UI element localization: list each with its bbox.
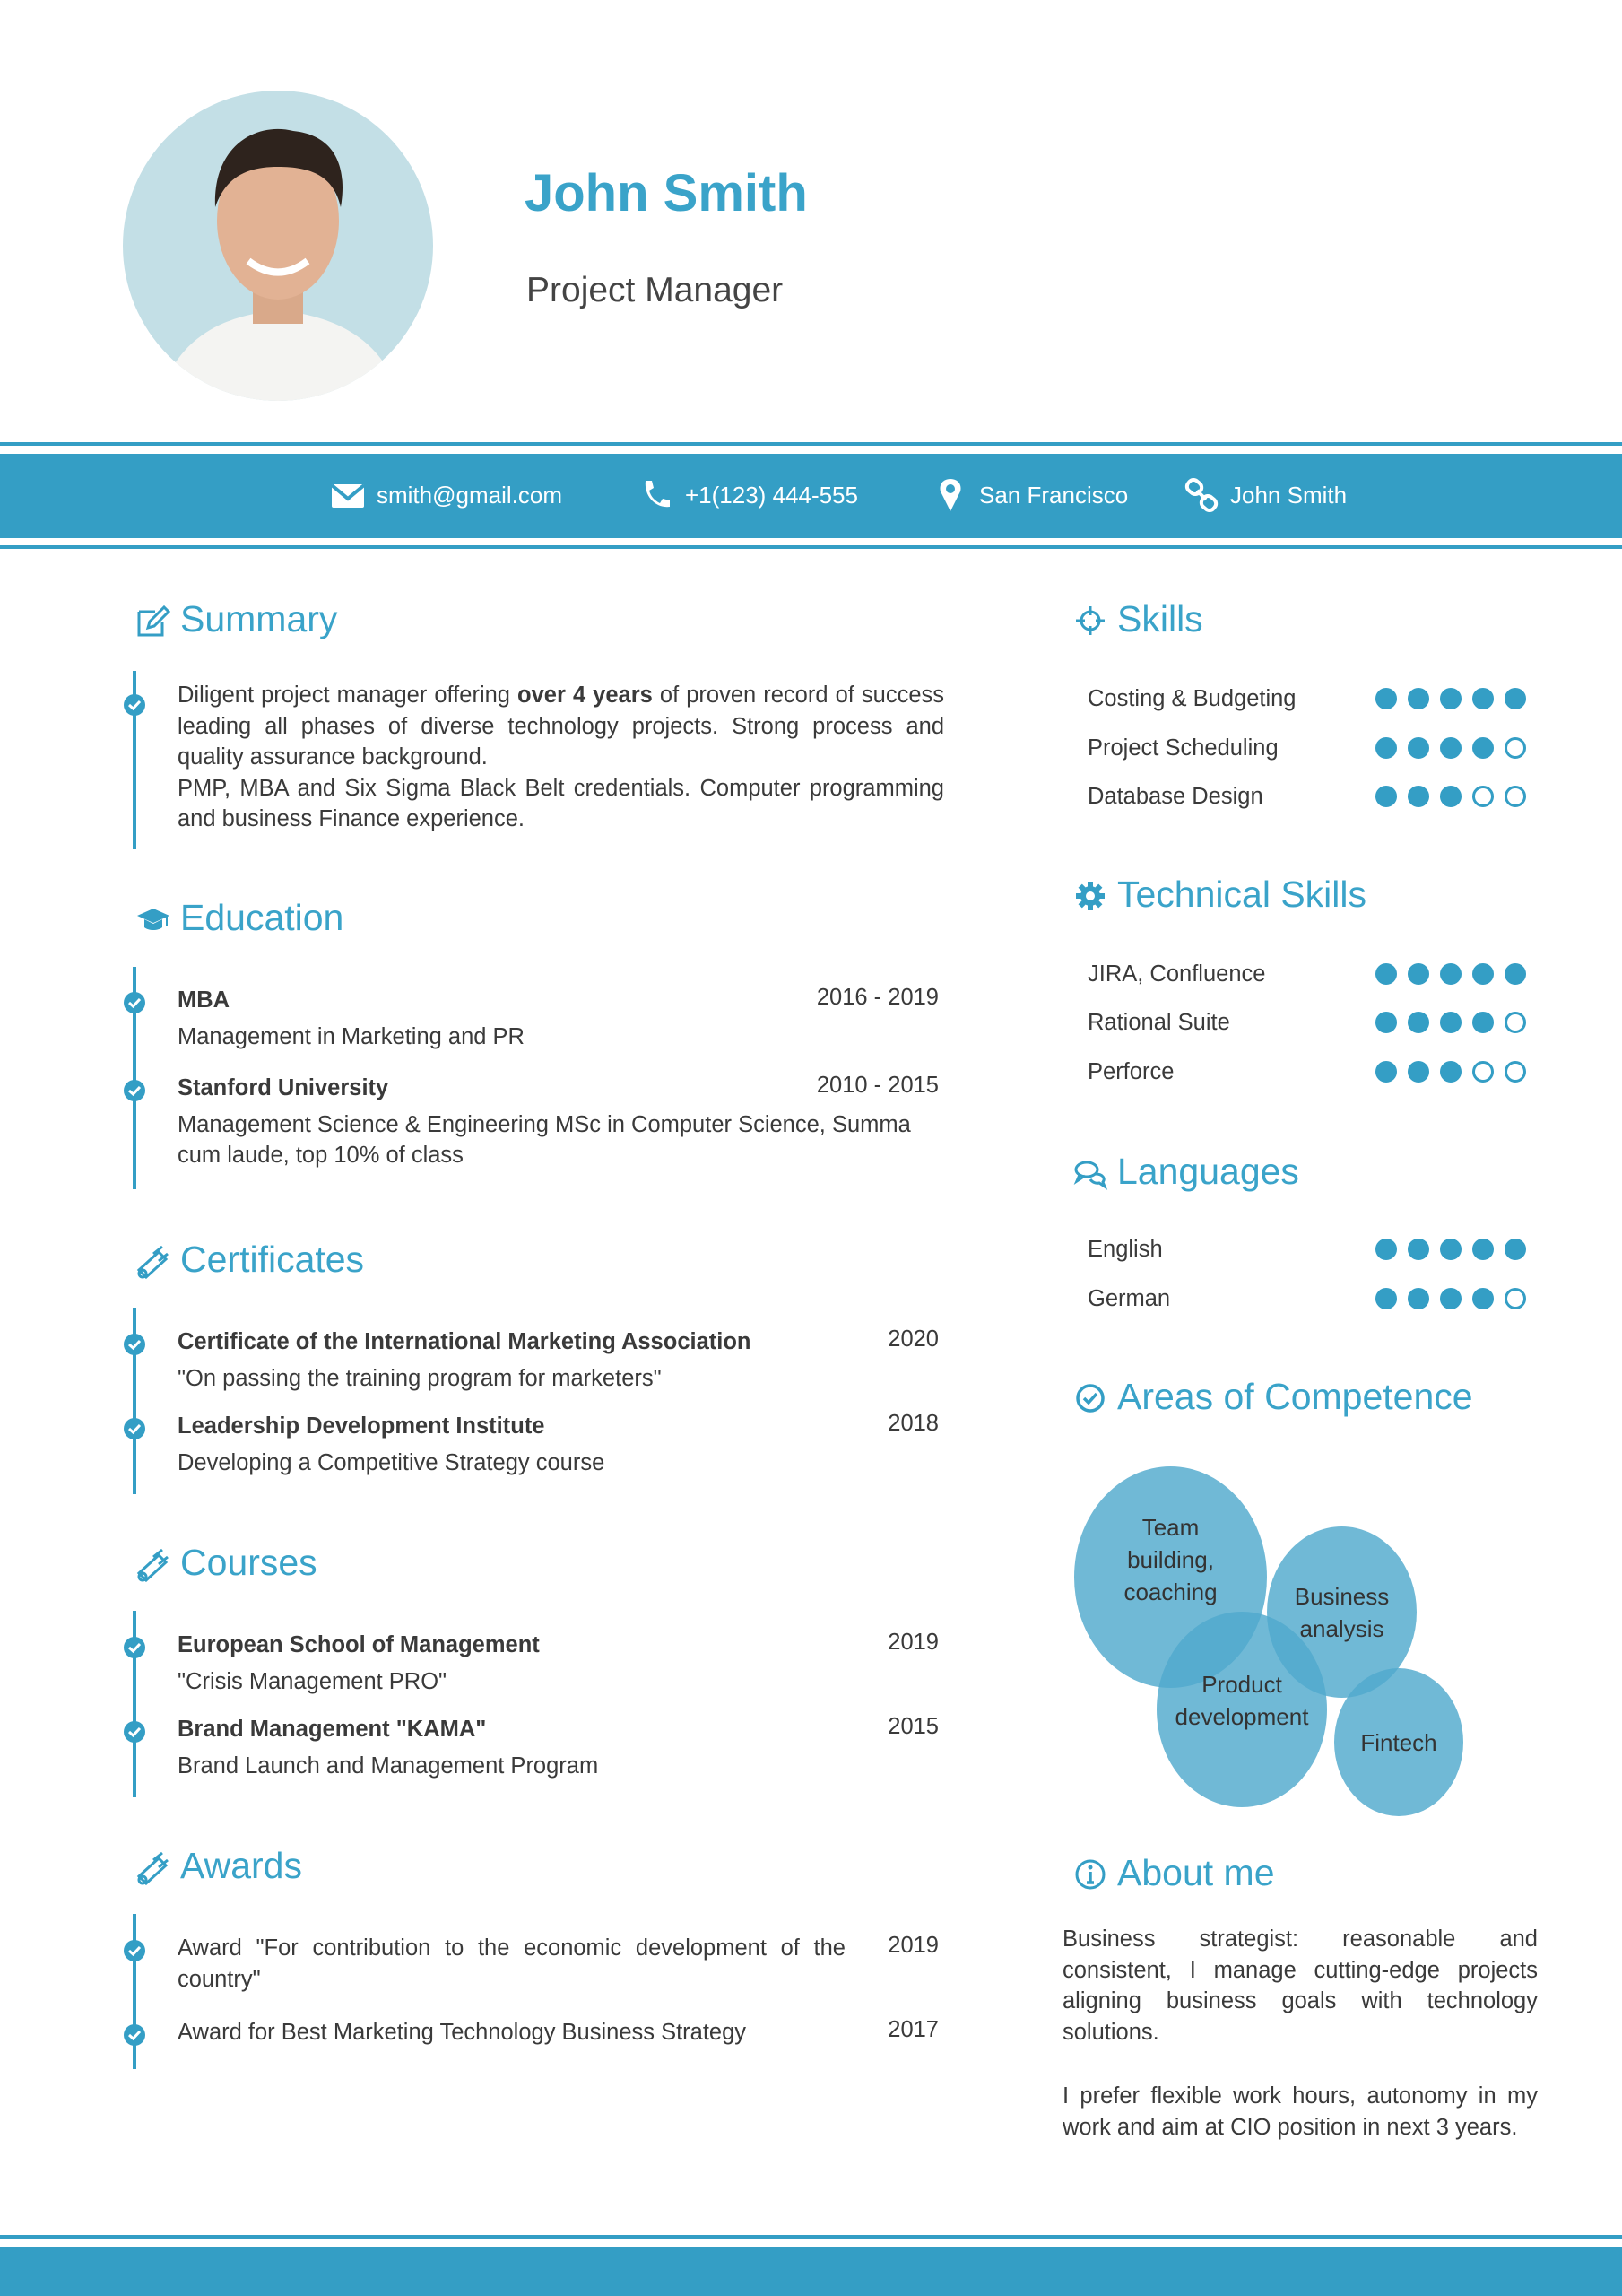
item-date: 2020	[888, 1326, 939, 1352]
item-detail: Brand Launch and Management Program	[178, 1753, 599, 1779]
section-heading: Courses	[180, 1542, 317, 1583]
rating-dot-filled	[1472, 1012, 1494, 1033]
skill-label: Perforce	[1088, 1059, 1175, 1084]
section-heading: Education	[180, 897, 344, 938]
envelope-icon	[330, 477, 366, 513]
summary-text-part: Diligent project manager offering	[178, 683, 518, 708]
check-icon	[124, 1080, 145, 1101]
rating-dot-filled	[1440, 786, 1462, 807]
skill-label: JIRA, Confluence	[1088, 961, 1266, 987]
item-detail: Developing a Competitive Strategy course	[178, 1450, 605, 1475]
section-heading: Summary	[180, 598, 338, 639]
phone-text: +1(123) 444-555	[685, 481, 858, 509]
skill-rating	[1375, 737, 1537, 759]
gear-icon	[1072, 878, 1108, 914]
skill-rating	[1375, 688, 1537, 709]
rating-dot-filled	[1440, 1288, 1462, 1309]
award-text: Award "For contribution to the economic development of the country"	[178, 1935, 846, 1992]
rating-dot-empty	[1472, 1061, 1494, 1083]
skill-rating	[1375, 1288, 1537, 1309]
item-detail: Management Science & Engineering MSc in Computer Science, Summa	[178, 1112, 911, 1137]
rating-dot-filled	[1440, 1239, 1462, 1260]
section-heading: Languages	[1117, 1151, 1299, 1192]
section-heading: Technical Skills	[1117, 874, 1366, 915]
item-detail: cum laude, top 10% of class	[178, 1143, 464, 1168]
about-text: Business strategist: reasonable and consistent, I manage cutting-edge projects aligning business goals with technology solutions.	[1063, 1926, 1538, 2045]
item-title: Leadership Development Institute	[178, 1413, 545, 1439]
map-pin-icon	[932, 477, 968, 513]
rating-dot-filled	[1408, 737, 1429, 759]
item-title: Certificate of the International Marketing Association	[178, 1329, 751, 1354]
rating-dot-filled	[1440, 963, 1462, 985]
section-heading: Certificates	[180, 1239, 365, 1280]
about-text: I prefer flexible work hours, autonomy in my work and aim at CIO position in next 3 years.	[1063, 2083, 1538, 2140]
rating-dot-filled	[1440, 1061, 1462, 1083]
skill-rating	[1375, 1012, 1537, 1033]
divider	[0, 545, 1622, 549]
competence-bubble	[1334, 1668, 1463, 1816]
check-icon	[124, 992, 145, 1013]
award-icon	[135, 1849, 171, 1885]
item-detail: Management in Marketing and PR	[178, 1024, 525, 1049]
rating-dot-filled	[1408, 1012, 1429, 1033]
award-date: 2019	[888, 1933, 939, 1958]
rating-dot-filled	[1375, 1239, 1397, 1260]
rating-dot-filled	[1408, 786, 1429, 807]
rating-dot-filled	[1408, 1288, 1429, 1309]
competence-label: Team building, coaching	[1123, 1513, 1218, 1605]
rating-dot-empty	[1505, 1288, 1526, 1309]
link-text: John Smith	[1230, 481, 1348, 509]
phone-icon	[638, 477, 674, 513]
section-heading: About me	[1117, 1852, 1275, 1893]
certificate-icon	[135, 1243, 171, 1279]
skill-label: Project Scheduling	[1088, 735, 1279, 761]
crosshair-icon	[1072, 603, 1108, 639]
rating-dot-filled	[1375, 963, 1397, 985]
competence-bubble	[1157, 1612, 1327, 1807]
rating-dot-filled	[1472, 1288, 1494, 1309]
check-icon	[124, 1637, 145, 1658]
skill-label: Costing & Budgeting	[1088, 686, 1297, 711]
rating-dot-empty	[1505, 786, 1526, 807]
section-heading: Areas of Competence	[1117, 1376, 1473, 1417]
rating-dot-filled	[1440, 688, 1462, 709]
item-date: 2016 - 2019	[816, 985, 939, 1010]
rating-dot-filled	[1408, 963, 1429, 985]
summary-text-part: PMP, MBA and Six Sigma Black Belt credentials. Computer programming and business Finance experience.	[178, 775, 944, 831]
award-date: 2017	[888, 2017, 939, 2042]
check-icon	[124, 1418, 145, 1439]
item-title: MBA	[178, 987, 230, 1013]
rating-dot-filled	[1375, 737, 1397, 759]
item-date: 2019	[888, 1630, 939, 1655]
rating-dot-filled	[1505, 1239, 1526, 1260]
chat-bubbles-icon	[1072, 1155, 1108, 1191]
email-text: smith@gmail.com	[377, 481, 562, 509]
link-icon	[1184, 477, 1219, 513]
divider	[0, 442, 1622, 446]
info-icon	[1072, 1857, 1108, 1892]
rating-dot-filled	[1472, 1239, 1494, 1260]
skill-label: Rational Suite	[1088, 1010, 1230, 1035]
summary-highlight: over 4 years	[517, 683, 653, 708]
candidate-title: Project Manager	[526, 271, 784, 309]
check-icon	[124, 1721, 145, 1743]
skill-rating	[1375, 1239, 1537, 1260]
rating-dot-filled	[1375, 1288, 1397, 1309]
rating-dot-filled	[1505, 963, 1526, 985]
competence-label: Fintech	[1360, 1728, 1437, 1756]
skill-label: Database Design	[1088, 784, 1263, 809]
competence-label: Business analysis	[1294, 1582, 1390, 1642]
rating-dot-empty	[1472, 786, 1494, 807]
item-detail: "Crisis Management PRO"	[178, 1669, 447, 1694]
graduation-cap-icon	[135, 901, 171, 937]
check-icon	[124, 1940, 145, 1961]
rating-dot-filled	[1472, 688, 1494, 709]
skill-rating	[1375, 963, 1537, 985]
rating-dot-filled	[1408, 688, 1429, 709]
summary-text-part: of proven record of success leading all phases of diverse technology projects. Strong process and quality assurance background.	[178, 683, 944, 770]
rating-dot-filled	[1408, 1239, 1429, 1260]
skill-label: German	[1088, 1286, 1171, 1311]
item-date: 2018	[888, 1411, 939, 1436]
item-date: 2010 - 2015	[816, 1073, 939, 1098]
section-heading: Awards	[180, 1845, 302, 1886]
rating-dot-filled	[1408, 1061, 1429, 1083]
divider	[0, 2235, 1622, 2239]
rating-dot-filled	[1472, 737, 1494, 759]
competence-label: Product development	[1175, 1671, 1309, 1730]
certificate-icon	[135, 1546, 171, 1582]
rating-dot-filled	[1472, 963, 1494, 985]
timeline-line	[133, 1914, 136, 2069]
rating-dot-filled	[1440, 737, 1462, 759]
rating-dot-filled	[1505, 688, 1526, 709]
candidate-name: John Smith	[525, 164, 808, 222]
rating-dot-empty	[1505, 1061, 1526, 1083]
section-heading: Skills	[1117, 598, 1203, 639]
check-icon	[124, 1334, 145, 1355]
contact-email[interactable]	[330, 475, 562, 515]
check-icon	[124, 694, 145, 716]
skill-label: English	[1088, 1237, 1163, 1262]
item-date: 2015	[888, 1714, 939, 1739]
skill-rating	[1375, 1061, 1537, 1083]
location-text: San Francisco	[979, 481, 1129, 509]
rating-dot-filled	[1375, 1061, 1397, 1083]
item-title: Stanford University	[178, 1075, 389, 1100]
rating-dot-filled	[1375, 786, 1397, 807]
item-title: European School of Management	[178, 1632, 540, 1657]
rating-dot-filled	[1440, 1012, 1462, 1033]
item-detail: "On passing the training program for marketers"	[178, 1366, 662, 1391]
footer-bar	[0, 2247, 1622, 2296]
contact-location[interactable]	[932, 475, 1128, 515]
contact-link[interactable]	[1184, 475, 1347, 515]
rating-dot-empty	[1505, 1012, 1526, 1033]
pencil-icon	[135, 603, 171, 639]
summary-text	[178, 680, 944, 835]
rating-dot-filled	[1375, 688, 1397, 709]
item-title: Brand Management "KAMA"	[178, 1717, 487, 1742]
rating-dot-empty	[1505, 737, 1526, 759]
check-icon	[124, 2024, 145, 2046]
contact-phone[interactable]	[638, 475, 858, 515]
rating-dot-filled	[1375, 1012, 1397, 1033]
profile-photo	[123, 91, 433, 401]
award-text: Award for Best Marketing Technology Business Strategy	[178, 2020, 747, 2045]
check-circle-icon	[1072, 1380, 1108, 1416]
skill-rating	[1375, 786, 1537, 807]
